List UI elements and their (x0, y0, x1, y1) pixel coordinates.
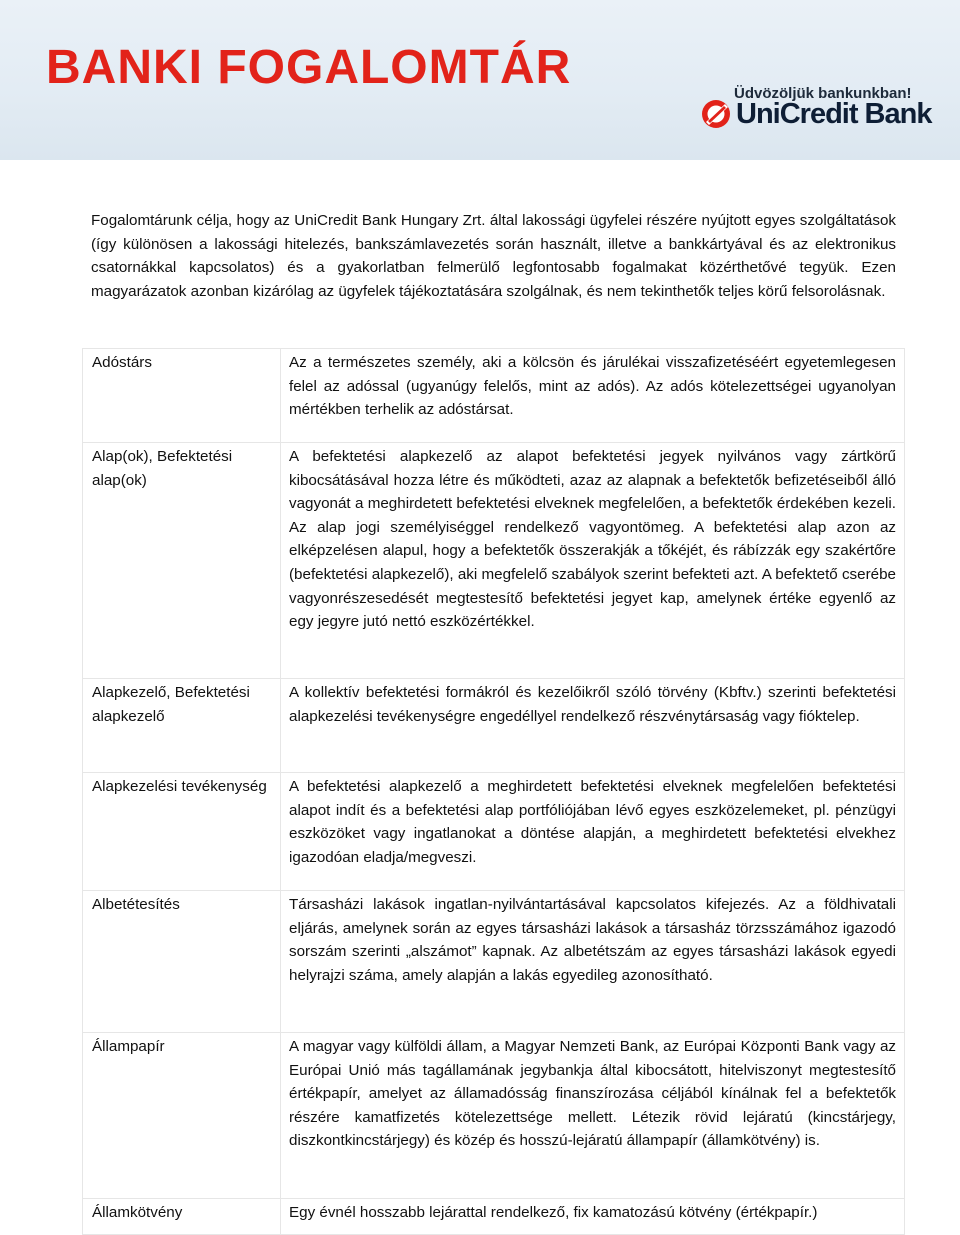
glossary-definition: Társasházi lakások ingatlan-nyilvántartásával kapcsolatos kifejezés. Az a földhivatali eljárás, amelynek során az egyes társasházi lakások a társasház törzsszámához igazodó sorszám szerinti „alszámot” kapnak. Az albetétszám az egyes társasházi lakások egyedi helyrajzi száma, amely alapján a lakás egyedileg azonosítható. (281, 891, 905, 1033)
glossary-term: Államkötvény (83, 1199, 281, 1235)
glossary-row (83, 891, 905, 1033)
brand-name: UniCredit Bank (736, 97, 932, 130)
glossary-row (83, 773, 905, 891)
glossary-term: Alapkezelő, Befektetési alapkezelő (83, 679, 281, 773)
glossary-definition: Egy évnél hosszabb lejárattal rendelkező, fix kamatozású kötvény (értékpapír.) (281, 1199, 905, 1235)
glossary-term: Adóstárs (83, 349, 281, 443)
glossary-row (83, 1199, 905, 1235)
page-title: BANKI FOGALOMTÁR (46, 41, 572, 94)
glossary-row (83, 443, 905, 679)
intro-paragraph: Fogalomtárunk célja, hogy az UniCredit Bank Hungary Zrt. által lakossági ügyfelei részére nyújtott egyes szolgáltatások (így különösen a lakossági hitelezés, bankszámlavezetés során használt, illetve a bankkártyával és az elektronikus csatornákkal kapcsolatos) és a gyakorlatban felmerülő legfontosabb fogalmakat közérthetővé tegyük. Ezen magyarázatok azonban kizárólag az ügyfelek tájékoztatására szolgálnak, és nem tekinthetők teljes körű felsorolásnak. (91, 212, 896, 300)
header-banner (0, 0, 960, 160)
glossary-term: Albetétesítés (83, 891, 281, 1033)
glossary-row (83, 349, 905, 443)
unicredit-logo[interactable] (700, 98, 931, 130)
glossary-definition: A befektetési alapkezelő az alapot befektetési jegyek nyilvános vagy zártkörű kibocsátásával hozza létre és működteti, azaz az alapnak a befektetők befizetéseiből álló vagyonát a meghirdetett befektetési elveknek megfelelően, a befektetők érdekében kezeli. Az alap jogi személyiséggel rendelkező vagyontömeg. A befektetési alap azon az elképzelésen alapul, hogy a befektetők összerakják a tőkéjét, és rábízzák egy szakértőre (befektetési alapkezelő), aki megfelelő szabályok szerint befekteti azt. A befektető cserébe vagyonrészesedését megtestesítő befektetési jegyet kap, amelynek értéke egyenlő az egy jegyre jutó nettó eszközértékkel. (281, 443, 905, 679)
glossary-term: Állampapír (83, 1033, 281, 1199)
glossary-definition: Az a természetes személy, aki a kölcsön és járulékai visszafizetéséért egyetemlegesen felel az adóssal (ugyanúgy felelős, mint az adós). Az adós kötelezettségei ugyanolyan mértékben terhelik az adóstársat. (281, 349, 905, 443)
glossary-term: Alap(ok), Befektetési alap(ok) (83, 443, 281, 679)
welcome-text: Üdvözöljük bankunkban! (734, 85, 912, 102)
glossary-definition: A befektetési alapkezelő a meghirdetett befektetési elveknek megfelelően befektetési alapot indít és a befektetési alap portfóliójában lévő egyes eszközelemeket, pl. pénzügyi eszközöket vagy ingatlanokat a döntése alapján, a meghirdetett befektetési elvekhez igazodóan eladja/megveszi. (281, 773, 905, 891)
glossary-term: Alapkezelési tevékenység (83, 773, 281, 891)
glossary-definition: A magyar vagy külföldi állam, a Magyar Nemzeti Bank, az Európai Központi Bank vagy az Európai Unió más tagállamának jegybankja által kibocsátott, hitelviszonyt megtestesítő értékpapír, amelyet az államadósság finanszírozása céljából kínálnak fel a befektetők részére kamatfizetés kötelezettsége mellett. Létezik rövid lejáratú (kincstárjegy, diszkontkincstárjegy) és közép és hosszú-lejáratú állampapír (államkötvény) is. (281, 1033, 905, 1199)
unicredit-emblem-icon (700, 98, 732, 130)
glossary-table (82, 348, 905, 1235)
glossary-definition: A kollektív befektetési formákról és kezelőikről szóló törvény (Kbftv.) szerinti befektetési alapkezelési tevékenységre engedéllyel rendelkező részvénytársaság vagy fióktelep. (281, 679, 905, 773)
glossary-row (83, 1033, 905, 1199)
glossary-row (83, 679, 905, 773)
